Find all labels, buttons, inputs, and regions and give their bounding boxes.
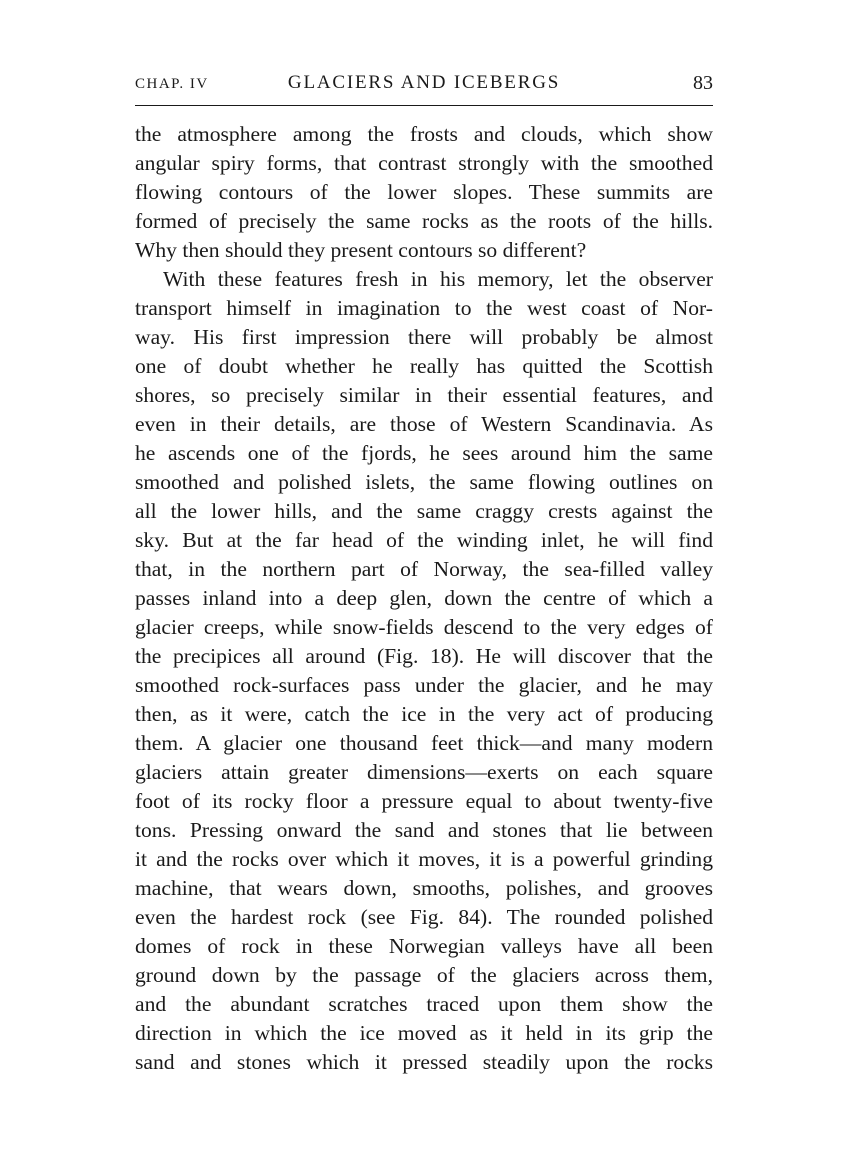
- text-line: tons. Pressing onward the sand and stones that lie between: [135, 818, 713, 842]
- text-line: all the lower hills, and the same craggy crests against the: [135, 499, 713, 523]
- chapter-label: CHAP. IV: [135, 76, 209, 92]
- text-line: way. His first impression there will probably be almost: [135, 325, 713, 349]
- header-rule: [135, 105, 713, 106]
- text-line: sand and stones which it pressed steadily upon the rocks: [135, 1050, 713, 1074]
- text-line: With these features fresh in his memory, let the observer: [163, 267, 713, 291]
- text-line: glaciers attain greater dimensions—exerts on each square: [135, 760, 713, 784]
- text-line: transport himself in imagination to the west coast of Nor-: [135, 296, 713, 320]
- text-line: even the hardest rock (see Fig. 84). The rounded polished: [135, 905, 713, 929]
- text-line: formed of precisely the same rocks as the roots of the hills.: [135, 209, 713, 233]
- paragraph: [135, 265, 713, 1077]
- text-line: the precipices all around (Fig. 18). He will discover that the: [135, 644, 713, 668]
- page-number: 83: [693, 72, 713, 94]
- text-line: he ascends one of the fjords, he sees around him the same: [135, 441, 713, 465]
- text-line: smoothed rock-surfaces pass under the glacier, and he may: [135, 673, 713, 697]
- text-line: that, in the northern part of Norway, the sea-filled valley: [135, 557, 713, 581]
- text-line: flowing contours of the lower slopes. These summits are: [135, 180, 713, 204]
- text-line: the atmosphere among the frosts and clouds, which show: [135, 122, 713, 146]
- text-line: them. A glacier one thousand feet thick—and many modern: [135, 731, 713, 755]
- text-line: ground down by the passage of the glaciers across them,: [135, 963, 713, 987]
- text-line: angular spiry forms, that contrast strongly with the smoothed: [135, 151, 713, 175]
- text-line: one of doubt whether he really has quitted the Scottish: [135, 354, 713, 378]
- text-line: domes of rock in these Norwegian valleys have all been: [135, 934, 713, 958]
- text-line: sky. But at the far head of the winding inlet, he will find: [135, 528, 713, 552]
- text-line: direction in which the ice moved as it held in its grip the: [135, 1021, 713, 1045]
- text-line: glacier creeps, while snow-fields descend to the very edges of: [135, 615, 713, 639]
- text-line: then, as it were, catch the ice in the very act of producing: [135, 702, 713, 726]
- text-line: foot of its rocky floor a pressure equal to about twenty-five: [135, 789, 713, 813]
- paragraph: [135, 120, 713, 265]
- text-line: Why then should they present contours so different?: [135, 238, 587, 262]
- text-line: it and the rocks over which it moves, it is a powerful grinding: [135, 847, 713, 871]
- text-line: shores, so precisely similar in their essential features, and: [135, 383, 713, 407]
- text-line: even in their details, are those of Western Scandinavia. As: [135, 412, 713, 436]
- running-title: GLACIERS AND ICEBERGS: [287, 72, 561, 93]
- text-line: machine, that wears down, smooths, polishes, and grooves: [135, 876, 713, 900]
- text-line: smoothed and polished islets, the same flowing outlines on: [135, 470, 713, 494]
- running-head: [135, 70, 713, 100]
- text-line: and the abundant scratches traced upon them show the: [135, 992, 713, 1016]
- text-line: passes inland into a deep glen, down the centre of which a: [135, 586, 713, 610]
- body-text: [135, 120, 713, 1077]
